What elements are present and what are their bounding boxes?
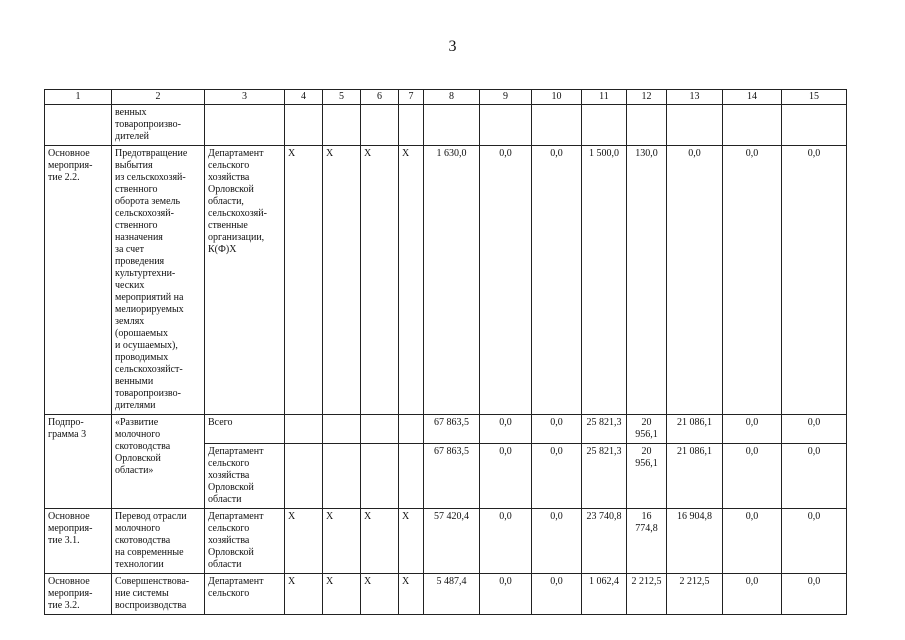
code-cell: Х xyxy=(285,146,323,415)
value-cell: 0,0 xyxy=(723,574,782,615)
value-cell: 0,0 xyxy=(532,415,582,444)
value-cell: 16 774,8 xyxy=(627,509,667,574)
value-cell: 0,0 xyxy=(480,146,532,415)
status-cell: Подпро- грамма 3 xyxy=(45,415,112,509)
name-line: товаропроизво- xyxy=(115,119,181,130)
executor-cell: Департамент сельского xyxy=(205,574,285,615)
value-cell: 20 956,1 xyxy=(627,444,667,509)
value-cell: 23 740,8 xyxy=(582,509,627,574)
value-cell: 1 500,0 xyxy=(582,146,627,415)
column-number: 8 xyxy=(424,90,480,105)
value-cell: 0,0 xyxy=(723,146,782,415)
value-cell: 0,0 xyxy=(667,146,723,415)
value-cell: 0,0 xyxy=(723,444,782,509)
status-cell xyxy=(45,105,112,146)
value-cell: 0,0 xyxy=(723,415,782,444)
name-cell: Предотвращение выбытия из сельскохозяй- ственного оборота земель сельскохозяй- ственного назначения за счет проведения культуртехни- ческих мероприятий на мелиорируемых землях (орошаемых и осушаемых), проводимых сельскохозяйст- венными товаропроизво- дителями xyxy=(112,146,205,415)
status-cell: Основное мероприя- тие 3.1. xyxy=(45,509,112,574)
value-cell: 0,0 xyxy=(480,444,532,509)
executor-cell: Департамент сельского хозяйства Орловской области xyxy=(205,509,285,574)
value-cell: 0,0 xyxy=(532,509,582,574)
value-cell: 67 863,5 xyxy=(424,444,480,509)
executor-cell: Департамент сельского хозяйства Орловской области, сельскохозяй- ственные организации, К(Ф)Х xyxy=(205,146,285,415)
code-cell: Х xyxy=(399,574,424,615)
column-number: 11 xyxy=(582,90,627,105)
column-number: 9 xyxy=(480,90,532,105)
name-cell: Перевод отрасли молочного скотоводства на современные технологии xyxy=(112,509,205,574)
column-number: 1 xyxy=(45,90,112,105)
column-number: 2 xyxy=(112,90,205,105)
value-cell: 67 863,5 xyxy=(424,415,480,444)
table-row-continuation xyxy=(45,105,847,146)
column-number: 3 xyxy=(205,90,285,105)
column-number: 4 xyxy=(285,90,323,105)
page-number: 3 xyxy=(448,38,457,55)
column-number: 6 xyxy=(361,90,399,105)
executor-cell: Всего xyxy=(205,415,285,444)
value-cell: 0,0 xyxy=(782,146,847,415)
value-cell: 0,0 xyxy=(480,415,532,444)
name-cell: «Развитие молочного скотоводства Орловской области» xyxy=(112,415,205,509)
name-cell: Совершенствова- ние системы воспроизводства xyxy=(112,574,205,615)
value-cell: 16 904,8 xyxy=(667,509,723,574)
value-cell: 57 420,4 xyxy=(424,509,480,574)
column-number: 14 xyxy=(723,90,782,105)
value-cell: 25 821,3 xyxy=(582,444,627,509)
column-number: 7 xyxy=(399,90,424,105)
table-row-measure-3-1 xyxy=(45,509,847,574)
column-number: 13 xyxy=(667,90,723,105)
table-row-subprogram-3-total xyxy=(45,415,847,444)
status-cell: Основное мероприя- тие 3.2. xyxy=(45,574,112,615)
column-number: 15 xyxy=(782,90,847,105)
code-cell: Х xyxy=(323,574,361,615)
value-cell: 0,0 xyxy=(532,574,582,615)
value-cell: 1 062,4 xyxy=(582,574,627,615)
code-cell: Х xyxy=(285,509,323,574)
value-cell: 20 956,1 xyxy=(627,415,667,444)
value-cell: 5 487,4 xyxy=(424,574,480,615)
code-cell: Х xyxy=(323,509,361,574)
name-line: венных xyxy=(115,107,147,118)
column-number: 12 xyxy=(627,90,667,105)
name-cell xyxy=(112,105,205,146)
code-cell: Х xyxy=(361,509,399,574)
value-cell: 2 212,5 xyxy=(627,574,667,615)
value-cell: 21 086,1 xyxy=(667,444,723,509)
value-cell: 130,0 xyxy=(627,146,667,415)
value-cell: 0,0 xyxy=(480,509,532,574)
value-cell: 21 086,1 xyxy=(667,415,723,444)
column-number: 5 xyxy=(323,90,361,105)
column-number: 10 xyxy=(532,90,582,105)
code-cell: Х xyxy=(399,509,424,574)
value-cell: 1 630,0 xyxy=(424,146,480,415)
value-cell: 0,0 xyxy=(782,444,847,509)
value-cell: 25 821,3 xyxy=(582,415,627,444)
value-cell: 0,0 xyxy=(782,574,847,615)
table-row-measure-2-2 xyxy=(45,146,847,415)
value-cell: 0,0 xyxy=(723,509,782,574)
value-cell: 0,0 xyxy=(782,415,847,444)
value-cell: 2 212,5 xyxy=(667,574,723,615)
value-cell: 0,0 xyxy=(532,146,582,415)
value-cell: 0,0 xyxy=(782,509,847,574)
code-cell: Х xyxy=(399,146,424,415)
code-cell: Х xyxy=(323,146,361,415)
value-cell: 0,0 xyxy=(532,444,582,509)
column-number-row xyxy=(45,90,847,105)
code-cell: Х xyxy=(361,146,399,415)
budget-table xyxy=(44,89,847,615)
code-cell: Х xyxy=(285,574,323,615)
name-line: дителей xyxy=(115,131,150,142)
executor-cell: Департамент сельского хозяйства Орловской области xyxy=(205,444,285,509)
value-cell: 0,0 xyxy=(480,574,532,615)
table-row-measure-3-2 xyxy=(45,574,847,615)
status-cell: Основное мероприя- тие 2.2. xyxy=(45,146,112,415)
code-cell: Х xyxy=(361,574,399,615)
